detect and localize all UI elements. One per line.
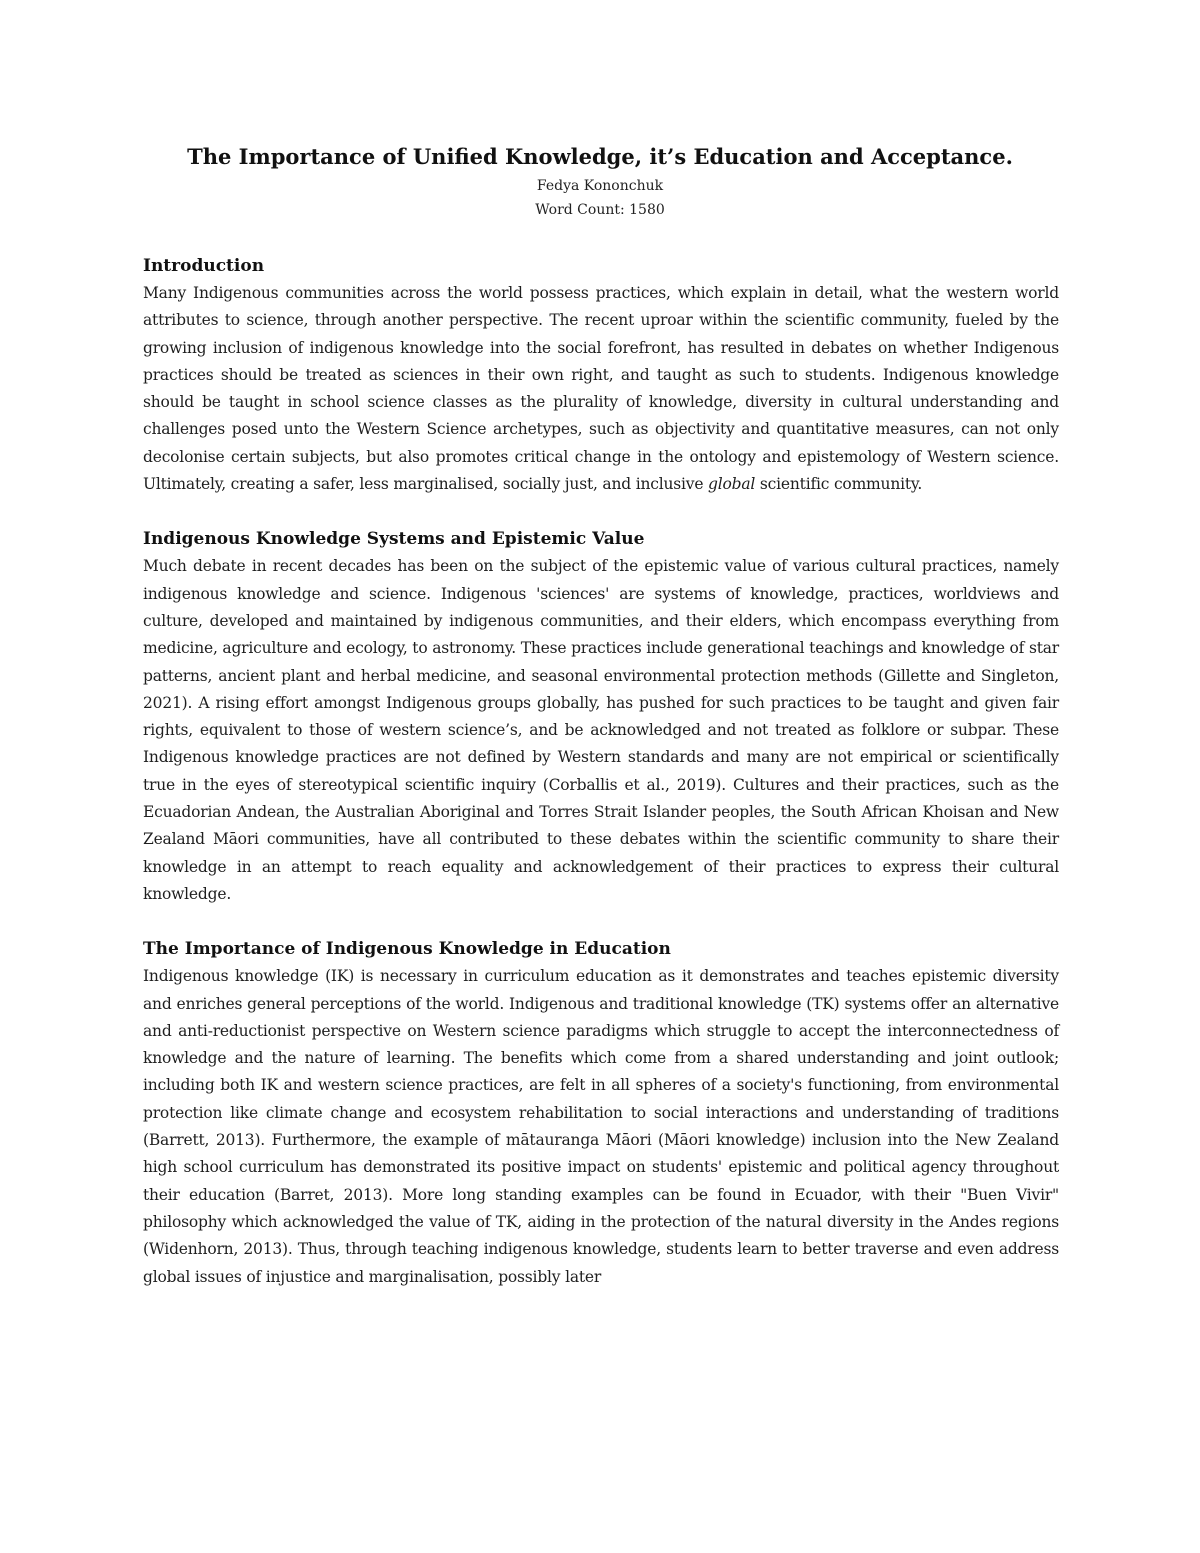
author-name: Fedya Kononchuk xyxy=(536,178,664,194)
section-importance-in-education xyxy=(143,935,1059,1291)
paragraph-text: Many Indigenous communities across the world possess practices, which explain in detail, what the western world attributes to science, through another perspective. The recent uproar within the scientific community, fueled by the growing inclusion of indigenous knowledge into the social forefront, has resulted in debates on whether Indigenous practices should be treated as sciences in their own right, and taught as such to students. Indigenous knowledge should be taught in school science classes as the plurality of knowledge, diversity in cultural understanding and challenges posed unto the Western Science archetypes, such as objectivity and quantitative measures, can not only decolonise certain subjects, but also promotes critical change in the ontology and epistemology of Western science. Ultimately, creating a safer, less marginalised, socially just, and inclusive xyxy=(143,284,1059,494)
word-count: Word Count: 1580 xyxy=(535,202,665,218)
section-heading: Indigenous Knowledge Systems and Epistemic Value xyxy=(143,529,645,550)
document-body xyxy=(143,252,1059,1318)
section-indigenous-knowledge-systems xyxy=(143,525,1059,908)
section-paragraph: Indigenous knowledge (IK) is necessary in curriculum education as it demonstrates and teaches epistemic diversity and enriches general perceptions of the world. Indigenous and traditional knowledge (TK) systems offer an alternative and anti-reductionist perspective on Western science paradigms which struggle to accept the interconnectedness of knowledge and the nature of learning. The benefits which come from a shared understanding and joint outlook; including both IK and western science practices, are felt in all spheres of a society's functioning, from environmental protection like climate change and ecosystem rehabilitation to social interactions and understanding of traditions (Barrett, 2013). Furthermore, the example of mātauranga Māori (Māori knowledge) inclusion into the New Zealand high school curriculum has demonstrated its positive impact on students' epistemic and political agency throughout their education (Barret, 2013). More long standing examples can be found in Ecuador, with their "Buen Vivir" philosophy which acknowledged the value of TK, aiding in the protection of the natural diversity in the Andes regions (Widenhorn, 2013). Thus, through teaching indigenous knowledge, students learn to better traverse and even address global issues of injustice and marginalisation, possibly later xyxy=(143,967,1059,1286)
section-paragraph: Much debate in recent decades has been on the subject of the epistemic value of various cultural practices, namely indigenous knowledge and science. Indigenous 'sciences' are systems of knowledge, practices, worldviews and culture, developed and maintained by indigenous communities, and their elders, which encompass everything from medicine, agriculture and ecology, to astronomy. These practices include generational teachings and knowledge of star patterns, ancient plant and herbal medicine, and seasonal environmental protection methods (Gillette and Singleton, 2021). A rising effort amongst Indigenous groups globally, has pushed for such practices to be taught and given fair rights, equivalent to those of western science’s, and be acknowledged and not treated as folklore or subpar. These Indigenous knowledge practices are not defined by Western standards and many are not empirical or scientifically true in the eyes of stereotypical scientific inquiry (Corballis et al., 2019). Cultures and their practices, such as the Ecuadorian Andean, the Australian Aboriginal and Torres Strait Islander peoples, the South African Khoisan and New Zealand Māori communities, have all contributed to these debates within the scientific community to share their knowledge in an attempt to reach equality and acknowledgement of their practices to express their cultural knowledge. xyxy=(143,557,1059,903)
section-heading: Introduction xyxy=(143,256,265,276)
paragraph-text-end: scientific community. xyxy=(755,475,923,494)
section-paragraph xyxy=(143,280,1059,498)
section-heading: The Importance of Indigenous Knowledge in Education xyxy=(143,939,671,960)
document-title: The Importance of Unified Knowledge, it’s Education and Acceptance. xyxy=(187,144,1013,169)
section-introduction xyxy=(143,252,1059,498)
italic-text: global xyxy=(708,475,756,494)
